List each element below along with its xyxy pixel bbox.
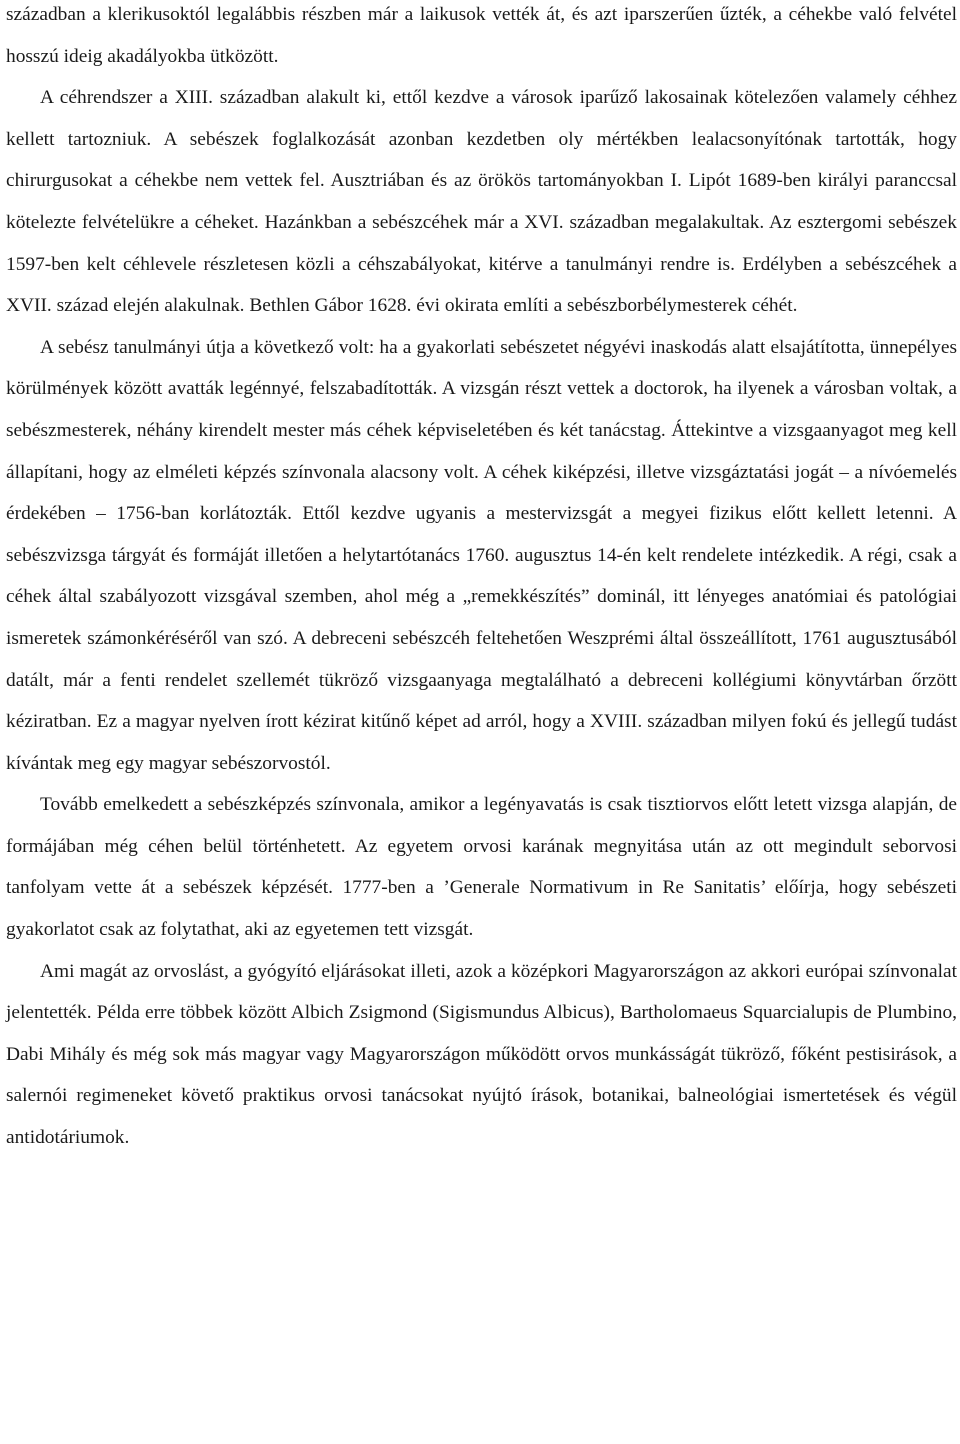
paragraph-guild-system: A céhrendszer a XIII. században alakult ki, ettől kezdve a városok iparűző lakosainak kötelezően valamely céhhez kellett tartozniuk. A sebészek foglalkozását azonban kezdetben oly mértékben lealacsonyítónak tartották, hogy chirurgusokat a céhekbe nem vettek fel. Ausztriában és az örökös tartományokban I. Lipót 1689-ben királyi paranccsal kötelezte felvételükre a céheket. Hazánkban a sebészcéhek már a XVI. században megalakultak. Az esztergomi sebészek 1597-ben kelt céhlevele részletesen közli a céhszabályokat, kitérve a tanulmányi rendre is. Erdélyben a sebészcéhek a XVII. század elején alakulnak. Bethlen Gábor 1628. évi okirata említi a sebészborbélymesterek céhét.: [6, 87, 957, 317]
paragraph-surgeon-training: A sebész tanulmányi útja a következő volt: ha a gyakorlati sebészetet négyévi inaskodás alatt elsajátította, ünnepélyes körülmények között avatták legénnyé, felszabadították. A vizsgán részt vettek a doctorok, ha ilyenek a városban voltak, a sebészmesterek, néhány kirendelt mester más céhek képviseletében és két tanácstag. Áttekintve a vizsgaanyagot meg kell állapítani, hogy az elméleti képzés színvonala alacsony volt. A céhek kiképzési, illetve vizsgáztatási jogát – a nívóemelés érdekében – 1756-ban korlátozták. Ettől kezdve ugyanis a mestervizsgát a megyei fizikus előtt kellett letenni. A sebészvizsga tárgyát és formáját illetően a helytartótanács 1760. augusztus 14-én kelt rendelete intézkedik. A régi, csak a céhek által szabályozott vizsgával szemben, ahol még a „remekkészítés” dominál, itt lényeges anatómiai és patológiai ismeretek számonkéréséről van szó. A debreceni sebészcéh feltehetően Weszprémi által összeállított, 1761 augusztusából datált, már a fenti rendelet szellemét tükröző vizsgaanyaga megtalálható a debreceni kollégiumi könyvtárban őrzött kéziratban. Ez a magyar nyelven írott kézirat kitűnő képet ad arról, hogy a XVIII. században milyen fokú és jellegű tudást kívántak meg egy magyar sebészorvostól.: [6, 336, 957, 774]
paragraph-surgical-education: Tovább emelkedett a sebészképzés színvonala, amikor a legényavatás is csak tisztiorvos előtt letett vizsga alapján, de formájában még céhen belül történhetett. Az egyetem orvosi karának megnyitása után az ott megindult seborvosi tanfolyam vette át a sebészek képzését. 1777-ben a ’Generale Normativum in Re Sanitatis’ előírja, hogy sebészeti gyakorlatot csak az folytathat, aki az egyetemen tett vizsgát.: [6, 794, 957, 941]
paragraph-continuation: században a klerikusoktól legalábbis részben már a laikusok vették át, és azt iparszerűen űzték, a céhekbe való felvétel hosszú ideig akadályokba ütközött.: [6, 4, 957, 67]
paragraph-medical-practice: Ami magát az orvoslást, a gyógyító eljárásokat illeti, azok a középkori Magyarországon az akkori európai színvonalat jelentették. Példa erre többek között Albich Zsigmond (Sigismundus Albicus), Bartholomaeus Squarcialupis de Plumbino, Dabi Mihály és még sok más magyar vagy Magyarországon működött orvos munkásságát tükröző, főként pestisirások, a salernói regimeneket követő praktikus orvosi tanácsokat nyújtó írások, botanikai, balneológiai ismertetések és végül antidotáriumok.: [6, 960, 957, 1149]
